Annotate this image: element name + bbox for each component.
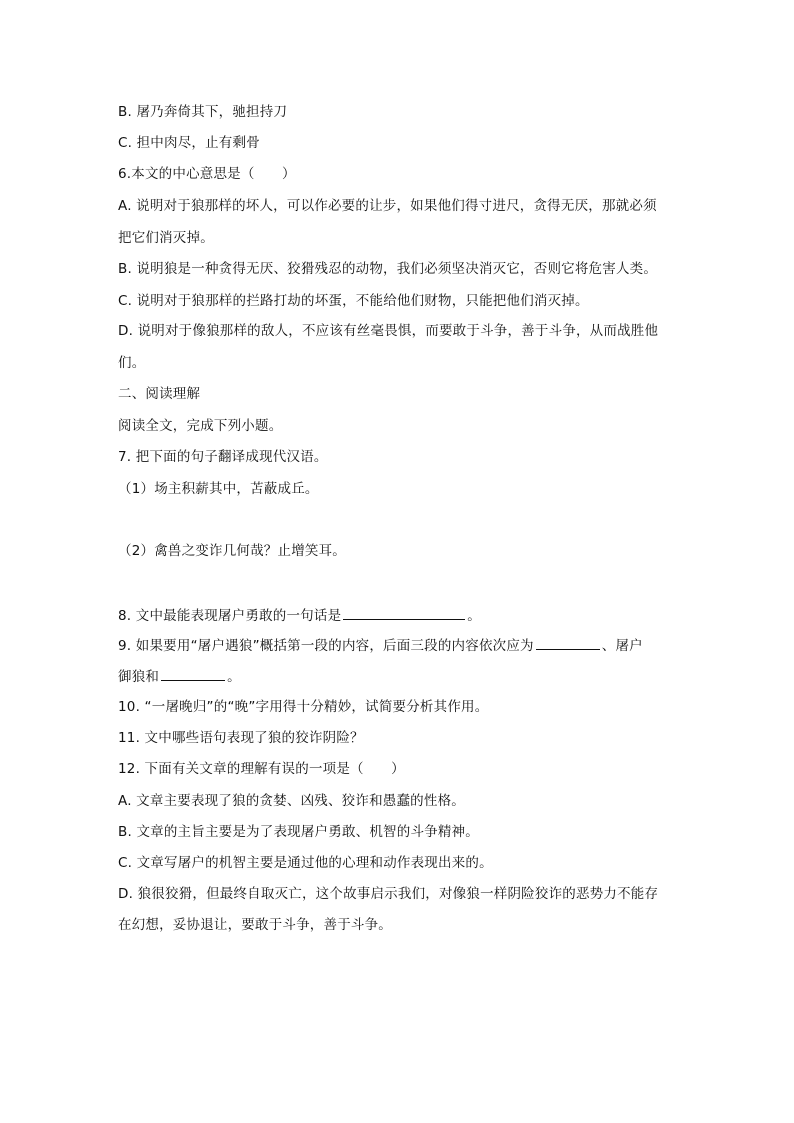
q8-stem bbox=[118, 605, 481, 625]
q9-stem-line-1 bbox=[118, 635, 643, 655]
q6-option-b: B. 说明狼是一种贪得无厌、狡猾残忍的动物，我们必须坚决消灭它，否则它将危害人类。 bbox=[118, 261, 658, 277]
q8-suffix: 。 bbox=[467, 608, 481, 624]
section-heading: 二、阅读理解 bbox=[118, 386, 201, 402]
q6-option-a-line-2: 把它们消灭掉。 bbox=[118, 230, 214, 246]
q12-option-d-line-2: 在幻想，妥协退让，要敢于斗争，善于斗争。 bbox=[118, 917, 392, 933]
q6-option-d-line-2: 们。 bbox=[118, 355, 146, 371]
q12-option-c: C. 文章写屠户的机智主要是通过他的心理和动作表现出来的。 bbox=[118, 855, 493, 871]
q8-text: 8. 文中最能表现屠户勇敢的一句话是 bbox=[118, 608, 342, 624]
q9-answer-blank-1[interactable] bbox=[536, 635, 600, 650]
q7-sub-question-2: （2）禽兽之变诈几何哉？止增笑耳。 bbox=[118, 543, 346, 559]
q6-option-a-line-1: A. 说明对于狼那样的坏人，可以作必要的让步，如果他们得寸进尺，贪得无厌，那就必须 bbox=[118, 198, 657, 214]
q9-suffix-2: 。 bbox=[227, 669, 241, 685]
q9-text: 9. 如果要用“屠户遇狼”概括第一段的内容，后面三段的内容依次应为 bbox=[118, 638, 534, 654]
instruction: 阅读全文，完成下列小题。 bbox=[118, 418, 283, 434]
q8-answer-blank[interactable] bbox=[343, 605, 465, 620]
q12-option-b: B. 文章的主旨主要是为了表现屠户勇敢、机智的斗争精神。 bbox=[118, 824, 479, 840]
q10-stem: 10. “一屠晚归”的“晚”字用得十分精妙，试简要分析其作用。 bbox=[118, 699, 489, 715]
q6-option-c: C. 说明对于狼那样的拦路打劫的坏蛋，不能给他们财物，只能把他们消灭掉。 bbox=[118, 293, 589, 309]
q11-stem: 11. 文中哪些语句表现了狼的狡诈阴险？ bbox=[118, 730, 364, 746]
q7-stem: 7. 把下面的句子翻译成现代汉语。 bbox=[118, 449, 328, 465]
q6-stem: 6.本文的中心意思是（ ） bbox=[118, 166, 296, 182]
q9-stem-line-2 bbox=[118, 666, 241, 686]
q7-sub-question-1: （1）场主积薪其中，苫蔽成丘。 bbox=[118, 481, 319, 497]
q9-text-2: 御狼和 bbox=[118, 669, 160, 685]
q12-option-d-line-1: D. 狼很狡猾，但最终自取灭亡，这个故事启示我们，对像狼一样阴险狡诈的恶势力不能存 bbox=[118, 886, 659, 902]
q9-answer-blank-2[interactable] bbox=[161, 666, 225, 681]
q5-option-b: B. 屠乃奔倚其下，驰担持刀 bbox=[118, 104, 288, 120]
q5-option-c: C. 担中肉尽，止有剩骨 bbox=[118, 135, 260, 151]
q9-suffix-1: 、屠户 bbox=[601, 638, 643, 654]
q12-stem: 12. 下面有关文章的理解有误的一项是（ ） bbox=[118, 761, 405, 777]
q6-option-d-line-1: D. 说明对于像狼那样的敌人，不应该有丝毫畏惧，而要敢于斗争，善于斗争，从而战胜他 bbox=[118, 323, 659, 339]
q12-option-a: A. 文章主要表现了狼的贪婪、凶残、狡诈和愚蠢的性格。 bbox=[118, 793, 465, 809]
